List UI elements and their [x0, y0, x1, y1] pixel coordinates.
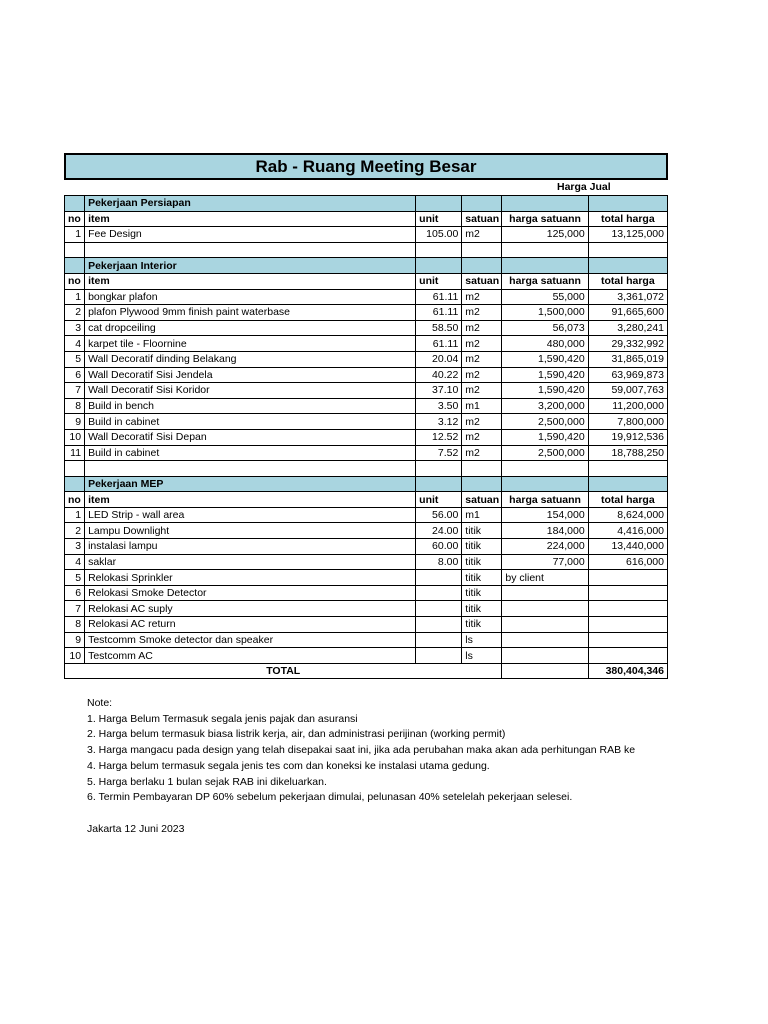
- empty-cell: [462, 461, 502, 477]
- header-unit: unit: [416, 211, 462, 227]
- row-unit: 20.04: [416, 351, 462, 367]
- row-no: 7: [65, 383, 85, 399]
- row-satuan: titik: [462, 585, 502, 601]
- header-satuan: satuan: [462, 273, 502, 289]
- note-item: 5. Harga berlaku 1 bulan sejak RAB ini dikeluarkan.: [87, 775, 327, 788]
- row-no: 8: [65, 398, 85, 414]
- empty-cell: [416, 242, 462, 258]
- empty-cell: [502, 461, 588, 477]
- row-item: Lampu Downlight: [85, 523, 416, 539]
- row-harga-satuan: 1,590,420: [502, 351, 588, 367]
- blank-row: [65, 461, 668, 477]
- total-row: [65, 663, 668, 679]
- header-row: [65, 211, 668, 227]
- row-satuan: titik: [462, 601, 502, 617]
- row-item: Testcomm AC: [85, 648, 416, 664]
- row-unit: 8.00: [416, 554, 462, 570]
- row-total-harga: 29,332,992: [588, 336, 667, 352]
- section-row: [65, 476, 668, 492]
- section-row: [65, 196, 668, 212]
- rab-table: [64, 195, 668, 679]
- row-no: 3: [65, 539, 85, 555]
- row-total-harga: [588, 632, 667, 648]
- row-no: 6: [65, 585, 85, 601]
- row-unit: 61.11: [416, 289, 462, 305]
- sheet-title-text: Rab - Ruang Meeting Besar: [255, 156, 477, 176]
- row-harga-satuan: [502, 617, 588, 633]
- table-row: [65, 585, 668, 601]
- row-item: cat dropceiling: [85, 320, 416, 336]
- row-satuan: titik: [462, 617, 502, 633]
- section-title: Pekerjaan Interior: [85, 258, 416, 274]
- table-row: [65, 554, 668, 570]
- row-harga-satuan: [502, 601, 588, 617]
- empty-cell: [65, 196, 85, 212]
- row-unit: [416, 601, 462, 617]
- row-item: Wall Decoratif Sisi Depan: [85, 429, 416, 445]
- table-row: [65, 289, 668, 305]
- header-satuan: satuan: [462, 211, 502, 227]
- row-no: 4: [65, 336, 85, 352]
- row-no: 1: [65, 227, 85, 243]
- row-total-harga: [588, 585, 667, 601]
- row-unit: 56.00: [416, 507, 462, 523]
- row-total-harga: 3,361,072: [588, 289, 667, 305]
- row-harga-satuan: [502, 585, 588, 601]
- row-satuan: m2: [462, 445, 502, 461]
- row-satuan: m2: [462, 320, 502, 336]
- row-total-harga: 4,416,000: [588, 523, 667, 539]
- row-harga-satuan: 55,000: [502, 289, 588, 305]
- header-row: [65, 492, 668, 508]
- row-no: 1: [65, 289, 85, 305]
- header-item: item: [85, 492, 416, 508]
- empty-cell: [416, 461, 462, 477]
- table-row: [65, 227, 668, 243]
- row-harga-satuan: 77,000: [502, 554, 588, 570]
- row-no: 5: [65, 570, 85, 586]
- header-item: item: [85, 211, 416, 227]
- row-satuan: titik: [462, 539, 502, 555]
- section-title: Pekerjaan MEP: [85, 476, 416, 492]
- row-unit: 3.50: [416, 398, 462, 414]
- row-satuan: ls: [462, 632, 502, 648]
- table-row: [65, 351, 668, 367]
- row-satuan: m2: [462, 414, 502, 430]
- row-item: Relokasi Sprinkler: [85, 570, 416, 586]
- row-harga-satuan: 1,590,420: [502, 429, 588, 445]
- row-unit: 105.00: [416, 227, 462, 243]
- row-total-harga: 13,125,000: [588, 227, 667, 243]
- row-harga-satuan: 2,500,000: [502, 414, 588, 430]
- row-unit: 24.00: [416, 523, 462, 539]
- row-harga-satuan: 154,000: [502, 507, 588, 523]
- empty-cell: [588, 242, 667, 258]
- row-total-harga: 11,200,000: [588, 398, 667, 414]
- row-no: 9: [65, 414, 85, 430]
- row-no: 8: [65, 617, 85, 633]
- row-no: 3: [65, 320, 85, 336]
- sheet-title: [64, 153, 668, 180]
- row-item: Wall Decoratif Sisi Koridor: [85, 383, 416, 399]
- empty-cell: [65, 476, 85, 492]
- header-harga-satuan: harga satuann: [502, 273, 588, 289]
- empty-cell: [588, 461, 667, 477]
- table-row: [65, 414, 668, 430]
- header-row: [65, 273, 668, 289]
- row-total-harga: 8,624,000: [588, 507, 667, 523]
- row-no: 1: [65, 507, 85, 523]
- header-satuan: satuan: [462, 492, 502, 508]
- row-harga-satuan: 224,000: [502, 539, 588, 555]
- empty-cell: [65, 242, 85, 258]
- row-no: 2: [65, 305, 85, 321]
- row-total-harga: 31,865,019: [588, 351, 667, 367]
- table-row: [65, 632, 668, 648]
- empty-cell: [502, 476, 588, 492]
- empty-cell: [85, 461, 416, 477]
- row-harga-satuan: 480,000: [502, 336, 588, 352]
- row-total-harga: 13,440,000: [588, 539, 667, 555]
- notes: [87, 696, 635, 838]
- row-unit: 12.52: [416, 429, 462, 445]
- empty-cell: [416, 196, 462, 212]
- row-harga-satuan: 1,500,000: [502, 305, 588, 321]
- row-total-harga: 3,280,241: [588, 320, 667, 336]
- table-row: [65, 539, 668, 555]
- table-row: [65, 570, 668, 586]
- row-item: Relokasi Smoke Detector: [85, 585, 416, 601]
- table-row: [65, 507, 668, 523]
- notes-heading: Note:: [87, 697, 113, 709]
- row-satuan: m2: [462, 429, 502, 445]
- row-total-harga: [588, 648, 667, 664]
- row-item: bongkar plafon: [85, 289, 416, 305]
- row-item: Wall Decoratif Sisi Jendela: [85, 367, 416, 383]
- row-satuan: m2: [462, 383, 502, 399]
- row-no: 4: [65, 554, 85, 570]
- row-no: 7: [65, 601, 85, 617]
- signature-place-date: Jakarta 12 Juni 2023: [87, 822, 185, 835]
- row-total-harga: 91,665,600: [588, 305, 667, 321]
- row-harga-satuan: 2,500,000: [502, 445, 588, 461]
- empty-cell: [502, 196, 588, 212]
- note-item: 1. Harga Belum Termasuk segala jenis pajak dan asuransi: [87, 712, 358, 725]
- header-harga-satuan: harga satuann: [502, 211, 588, 227]
- header-harga-satuan: harga satuann: [502, 492, 588, 508]
- row-item: Wall Decoratif dinding Belakang: [85, 351, 416, 367]
- empty-cell: [588, 476, 667, 492]
- row-satuan: m1: [462, 398, 502, 414]
- header-total-harga: total harga: [588, 211, 667, 227]
- row-harga-satuan: [502, 648, 588, 664]
- header-unit: unit: [416, 492, 462, 508]
- empty-cell: [462, 476, 502, 492]
- note-item: 3. Harga mangacu pada design yang telah disepakai saat ini, jika ada perubahan maka akan ada perhitungan RAB ke: [87, 744, 636, 757]
- row-unit: 61.11: [416, 305, 462, 321]
- row-item: Build in bench: [85, 398, 416, 414]
- table-row: [65, 383, 668, 399]
- row-item: LED Strip - wall area: [85, 507, 416, 523]
- row-harga-satuan: [502, 632, 588, 648]
- row-total-harga: 59,007,763: [588, 383, 667, 399]
- row-unit: [416, 585, 462, 601]
- row-unit: 61.11: [416, 336, 462, 352]
- note-item: 2. Harga belum termasuk biasa listrik kerja, air, dan administrasi perijinan (working permit): [87, 728, 506, 741]
- row-unit: [416, 632, 462, 648]
- row-satuan: ls: [462, 648, 502, 664]
- note-item: 4. Harga belum termasuk segala jenis tes com dan koneksi ke instalasi utama gedung.: [87, 759, 490, 772]
- row-total-harga: 616,000: [588, 554, 667, 570]
- row-satuan: m1: [462, 507, 502, 523]
- note-item: 6. Termin Pembayaran DP 60% sebelum pekerjaan dimulai, pelunasan 40% setelelah pekerjaan selesei.: [87, 791, 573, 804]
- row-total-harga: 18,788,250: [588, 445, 667, 461]
- empty-cell: [462, 242, 502, 258]
- row-unit: [416, 617, 462, 633]
- section-title: Pekerjaan Persiapan: [85, 196, 416, 212]
- row-satuan: titik: [462, 523, 502, 539]
- row-satuan: m2: [462, 305, 502, 321]
- table-row: [65, 398, 668, 414]
- row-item: karpet tile - Floornine: [85, 336, 416, 352]
- row-unit: 7.52: [416, 445, 462, 461]
- total-label: TOTAL: [65, 663, 502, 679]
- empty-cell: [588, 196, 667, 212]
- header-total-harga: total harga: [588, 273, 667, 289]
- empty-cell: [65, 461, 85, 477]
- row-harga-satuan: 125,000: [502, 227, 588, 243]
- row-satuan: m2: [462, 227, 502, 243]
- row-unit: 40.22: [416, 367, 462, 383]
- row-total-harga: [588, 617, 667, 633]
- row-item: Fee Design: [85, 227, 416, 243]
- row-satuan: m2: [462, 336, 502, 352]
- row-satuan: m2: [462, 351, 502, 367]
- row-item: Relokasi AC suply: [85, 601, 416, 617]
- empty-cell: [85, 242, 416, 258]
- table-row: [65, 305, 668, 321]
- row-satuan: m2: [462, 289, 502, 305]
- row-unit: 58.50: [416, 320, 462, 336]
- row-satuan: titik: [462, 554, 502, 570]
- harga-jual-label: Harga Jual: [557, 181, 611, 193]
- section-row: [65, 258, 668, 274]
- empty-cell: [416, 476, 462, 492]
- row-harga-satuan: 1,590,420: [502, 383, 588, 399]
- total-value: 380,404,346: [588, 663, 667, 679]
- row-harga-satuan: 184,000: [502, 523, 588, 539]
- empty-cell: [416, 258, 462, 274]
- row-unit: [416, 570, 462, 586]
- table-row: [65, 367, 668, 383]
- empty-cell: [502, 258, 588, 274]
- row-total-harga: 19,912,536: [588, 429, 667, 445]
- empty-cell: [502, 663, 588, 679]
- row-total-harga: 7,800,000: [588, 414, 667, 430]
- row-item: Build in cabinet: [85, 445, 416, 461]
- empty-cell: [462, 196, 502, 212]
- row-item: saklar: [85, 554, 416, 570]
- table-row: [65, 648, 668, 664]
- header-no: no: [65, 273, 85, 289]
- row-total-harga: [588, 570, 667, 586]
- row-item: plafon Plywood 9mm finish paint waterbase: [85, 305, 416, 321]
- row-no: 10: [65, 429, 85, 445]
- table-row: [65, 523, 668, 539]
- row-no: 9: [65, 632, 85, 648]
- empty-cell: [462, 258, 502, 274]
- row-satuan: titik: [462, 570, 502, 586]
- row-total-harga: [588, 601, 667, 617]
- header-item: item: [85, 273, 416, 289]
- table-row: [65, 445, 668, 461]
- row-total-harga: 63,969,873: [588, 367, 667, 383]
- row-item: Build in cabinet: [85, 414, 416, 430]
- table-row: [65, 617, 668, 633]
- table-row: [65, 336, 668, 352]
- row-harga-satuan: by client: [502, 570, 588, 586]
- rab-sheet: [64, 153, 668, 679]
- table-row: [65, 601, 668, 617]
- row-no: 11: [65, 445, 85, 461]
- row-harga-satuan: 1,590,420: [502, 367, 588, 383]
- row-no: 5: [65, 351, 85, 367]
- header-no: no: [65, 211, 85, 227]
- empty-cell: [65, 258, 85, 274]
- blank-row: [65, 242, 668, 258]
- empty-cell: [502, 242, 588, 258]
- row-unit: [416, 648, 462, 664]
- row-harga-satuan: 56,073: [502, 320, 588, 336]
- row-no: 6: [65, 367, 85, 383]
- row-item: instalasi lampu: [85, 539, 416, 555]
- header-unit: unit: [416, 273, 462, 289]
- row-no: 10: [65, 648, 85, 664]
- table-row: [65, 429, 668, 445]
- row-harga-satuan: 3,200,000: [502, 398, 588, 414]
- table-row: [65, 320, 668, 336]
- header-total-harga: total harga: [588, 492, 667, 508]
- row-unit: 60.00: [416, 539, 462, 555]
- row-item: Testcomm Smoke detector dan speaker: [85, 632, 416, 648]
- header-no: no: [65, 492, 85, 508]
- row-no: 2: [65, 523, 85, 539]
- row-satuan: m2: [462, 367, 502, 383]
- empty-cell: [588, 258, 667, 274]
- row-unit: 37.10: [416, 383, 462, 399]
- row-unit: 3.12: [416, 414, 462, 430]
- row-item: Relokasi AC return: [85, 617, 416, 633]
